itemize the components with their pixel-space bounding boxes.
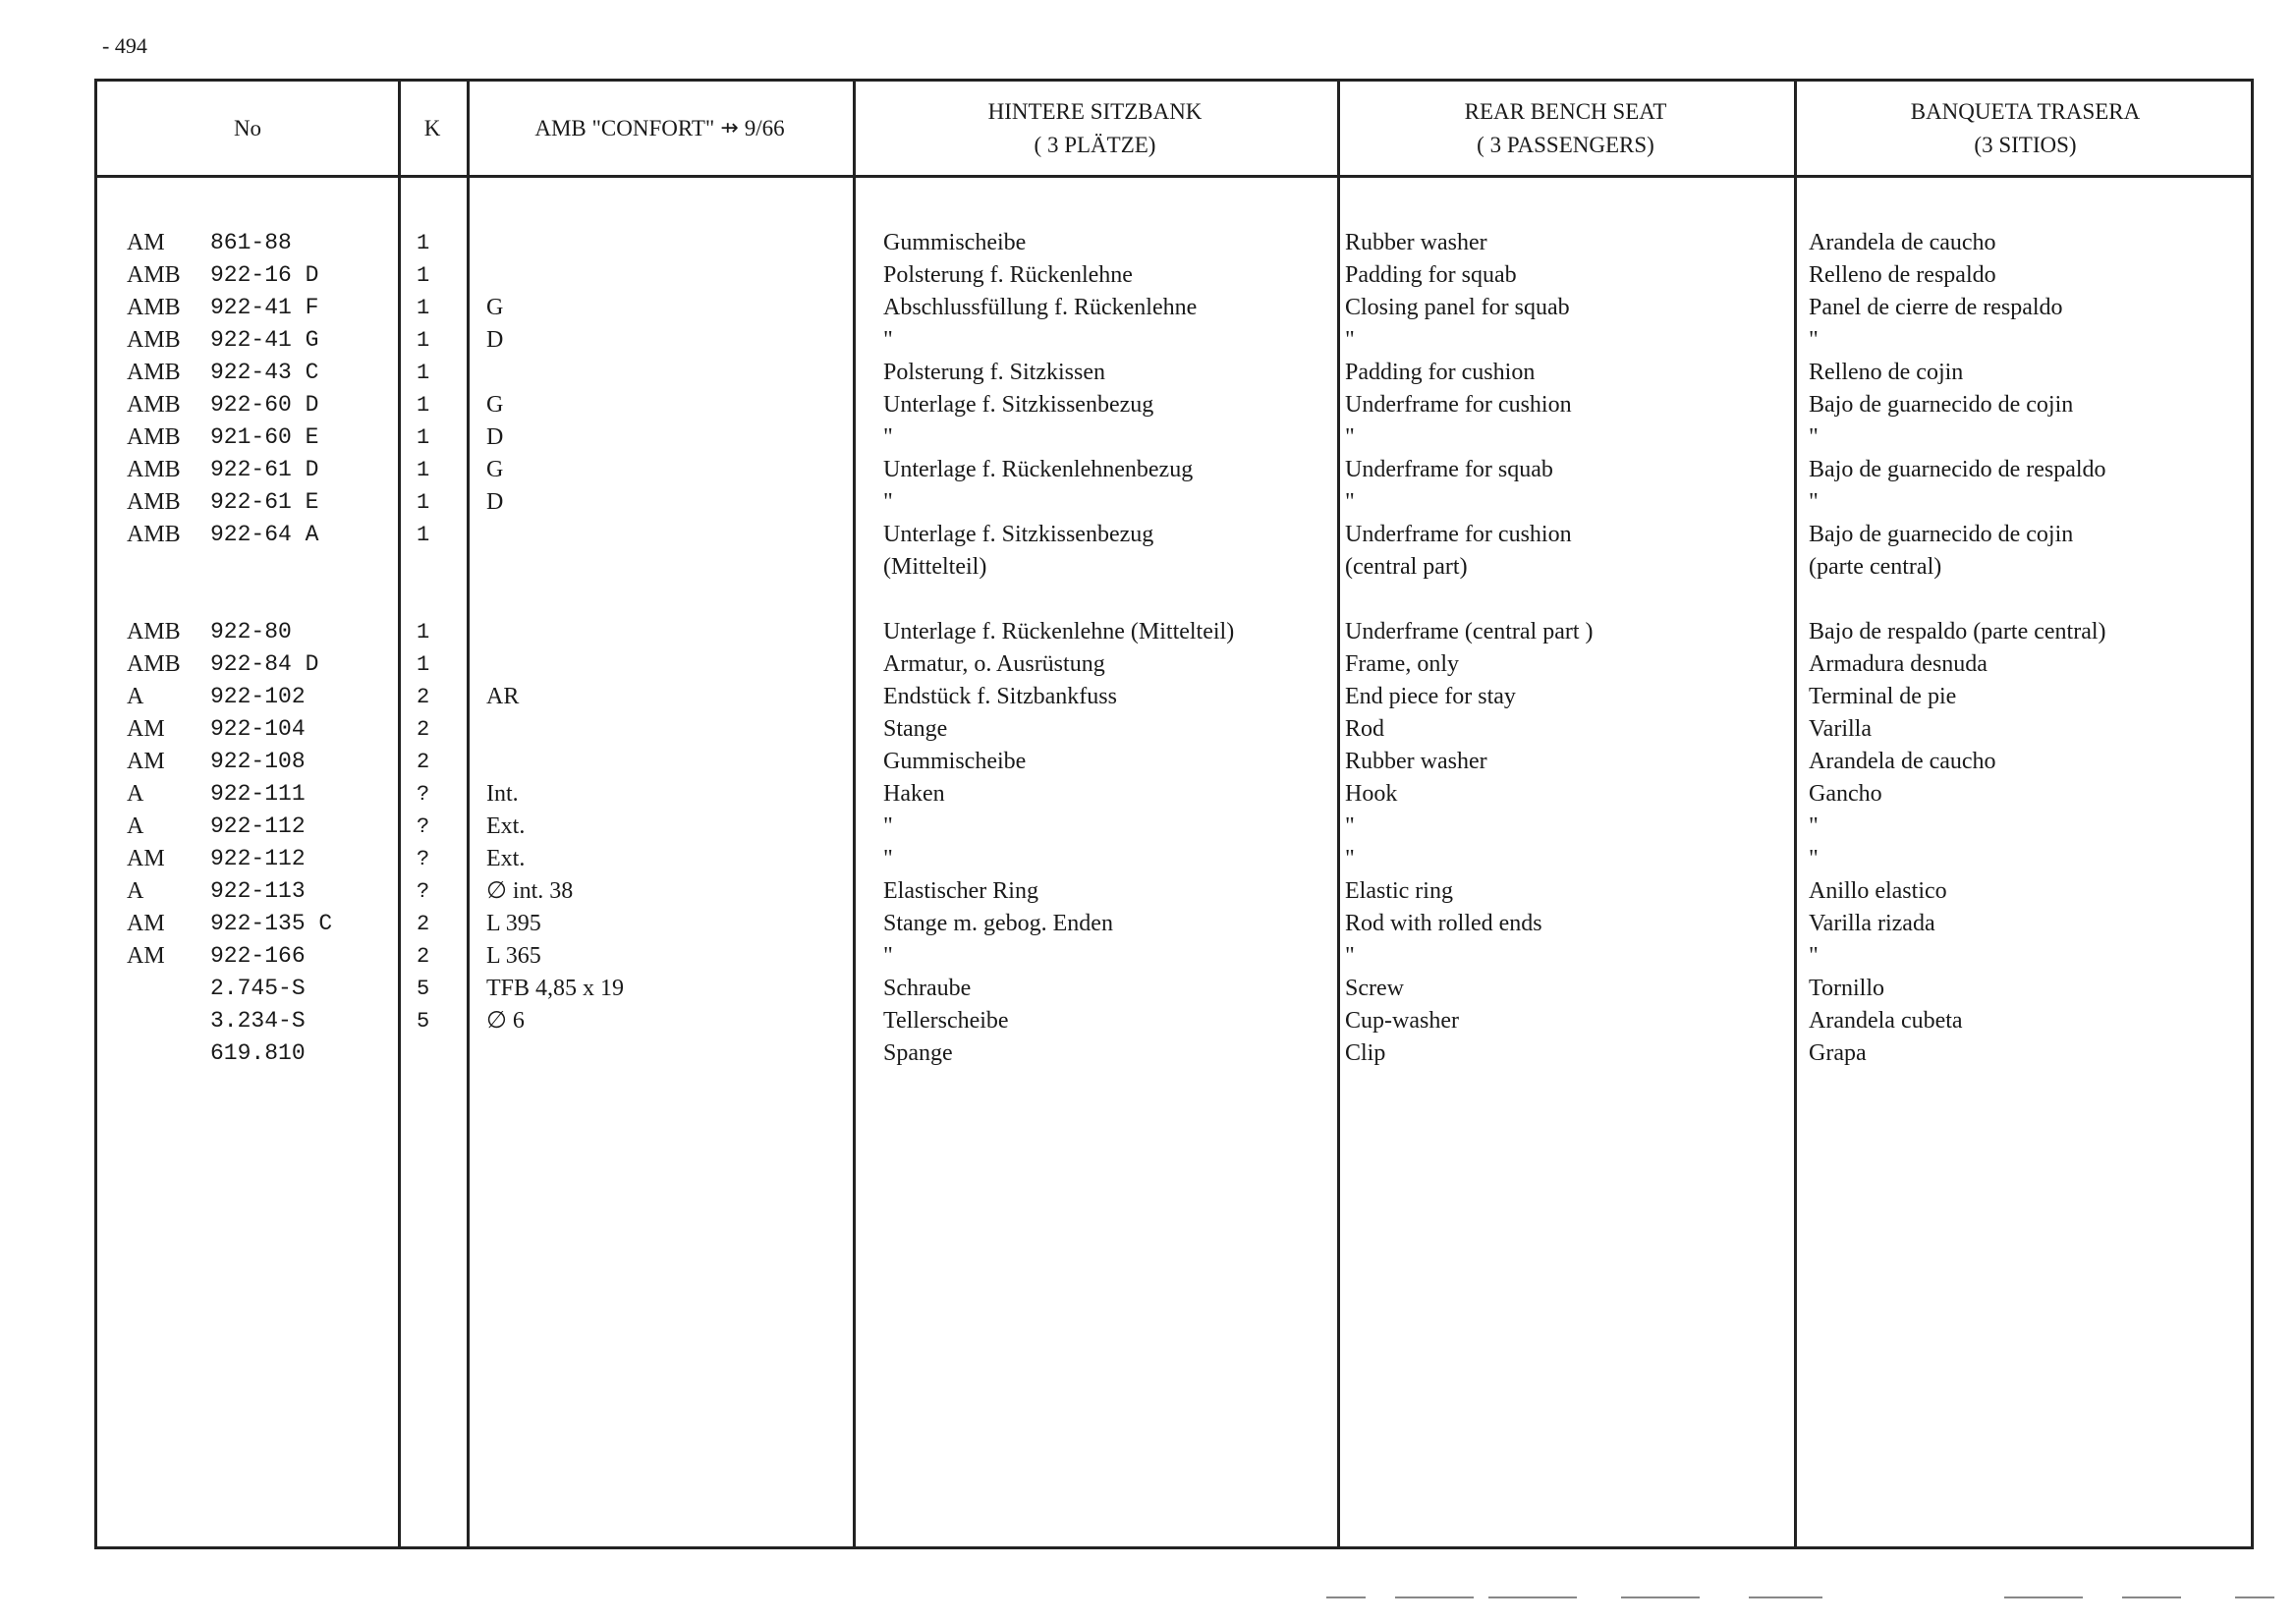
- arrow-icon: ⇸: [720, 115, 739, 140]
- table-row: [97, 389, 2251, 421]
- english-description-cell: ": [1345, 327, 1355, 353]
- spanish-description-cell: ": [1809, 327, 1819, 353]
- header-no-label: No: [233, 115, 262, 140]
- prefix-cell: A: [127, 684, 144, 709]
- quantity-cell: ?: [417, 814, 430, 839]
- part-number-cell: 921-60 E: [210, 424, 319, 450]
- part-number-cell: 2.745-S: [210, 976, 306, 1001]
- scan-artifact: [1488, 1596, 1577, 1598]
- prefix-cell: A: [127, 781, 144, 807]
- part-number-cell: 922-61 E: [210, 489, 319, 515]
- table-row: [97, 227, 2251, 259]
- prefix-cell: AMB: [127, 392, 181, 418]
- spanish-description-cell: (parte central): [1809, 554, 1942, 580]
- spanish-description-cell: Arandela cubeta: [1809, 1008, 1963, 1034]
- english-description-cell: Rubber washer: [1345, 230, 1487, 255]
- part-number-cell: 619.810: [210, 1040, 306, 1066]
- quantity-cell: 1: [417, 425, 430, 450]
- header-english-title: REAR BENCH SEAT: [1464, 98, 1667, 124]
- amb-confort-cell: AR: [486, 684, 520, 709]
- spanish-description-cell: ": [1809, 424, 1819, 450]
- quantity-cell: 5: [417, 977, 430, 1001]
- german-description-cell: Gummischeibe: [883, 749, 1027, 774]
- amb-confort-cell: G: [486, 392, 504, 418]
- header-no: [97, 82, 398, 175]
- spanish-description-cell: Bajo de guarnecido de cojin: [1809, 392, 2074, 418]
- amb-confort-cell: G: [486, 295, 504, 320]
- amb-confort-cell: D: [486, 327, 504, 353]
- table-row: [97, 843, 2251, 875]
- prefix-cell: AM: [127, 230, 165, 255]
- header-amb-confort: [467, 82, 853, 175]
- spanish-description-cell: Bajo de guarnecido de respaldo: [1809, 457, 2106, 482]
- quantity-cell: ?: [417, 847, 430, 871]
- scan-artifact: [2122, 1596, 2181, 1598]
- amb-confort-cell: Ext.: [486, 846, 526, 871]
- table-row: [97, 519, 2251, 551]
- english-description-cell: Underframe (central part ): [1345, 619, 1594, 644]
- quantity-cell: 1: [417, 523, 430, 547]
- english-description-cell: End piece for stay: [1345, 684, 1516, 709]
- spanish-description-cell: Gancho: [1809, 781, 1882, 807]
- german-description-cell: Unterlage f. Sitzkissenbezug: [883, 522, 1154, 547]
- prefix-cell: AMB: [127, 262, 181, 288]
- amb-confort-cell: D: [486, 489, 504, 515]
- prefix-cell: AM: [127, 846, 165, 871]
- header-spanish-title: BANQUETA TRASERA: [1910, 98, 2141, 124]
- quantity-cell: 1: [417, 361, 430, 385]
- amb-confort-cell: L 365: [486, 943, 541, 969]
- spanish-description-cell: Varilla rizada: [1809, 911, 1935, 936]
- scan-artifact: [1621, 1596, 1700, 1598]
- german-description-cell: Abschlussfüllung f. Rückenlehne: [883, 295, 1198, 320]
- spanish-description-cell: Relleno de respaldo: [1809, 262, 1996, 288]
- table-row: [97, 908, 2251, 940]
- part-number-cell: 922-102: [210, 684, 306, 709]
- prefix-cell: AMB: [127, 489, 181, 515]
- amb-confort-cell: TFB 4,85 x 19: [486, 976, 625, 1001]
- german-description-cell: Unterlage f. Rückenlehnenbezug: [883, 457, 1194, 482]
- amb-confort-cell: L 395: [486, 911, 541, 936]
- english-description-cell: Rod with rolled ends: [1345, 911, 1542, 936]
- table-row: [97, 1005, 2251, 1037]
- spanish-description-cell: ": [1809, 813, 1819, 839]
- german-description-cell: Stange: [883, 716, 948, 742]
- german-description-cell: ": [883, 489, 893, 515]
- english-description-cell: Frame, only: [1345, 651, 1459, 677]
- german-description-cell: (Mittelteil): [883, 554, 987, 580]
- part-number-cell: 922-41 F: [210, 295, 319, 320]
- english-description-cell: (central part): [1345, 554, 1468, 580]
- quantity-cell: ?: [417, 782, 430, 807]
- part-number-cell: 922-84 D: [210, 651, 319, 677]
- spanish-description-cell: ": [1809, 943, 1819, 969]
- quantity-cell: 1: [417, 393, 430, 418]
- scan-artifact: [1749, 1596, 1822, 1598]
- table-row: [97, 973, 2251, 1005]
- header-amb-confort-date: 9/66: [744, 115, 785, 140]
- german-description-cell: Armatur, o. Ausrüstung: [883, 651, 1105, 677]
- german-description-cell: Schraube: [883, 976, 972, 1001]
- quantity-cell: 1: [417, 296, 430, 320]
- english-description-cell: Screw: [1345, 976, 1404, 1001]
- table-row: [97, 875, 2251, 908]
- english-description-cell: Hook: [1345, 781, 1398, 807]
- prefix-cell: AMB: [127, 295, 181, 320]
- english-description-cell: ": [1345, 813, 1355, 839]
- english-description-cell: Padding for cushion: [1345, 360, 1536, 385]
- quantity-cell: 5: [417, 1009, 430, 1034]
- german-description-cell: ": [883, 327, 893, 353]
- table-row: [97, 292, 2251, 324]
- table-row: [97, 713, 2251, 746]
- header-k-label: K: [423, 115, 441, 140]
- part-number-cell: 922-41 G: [210, 327, 319, 353]
- parts-table: [94, 79, 2254, 1549]
- english-description-cell: Underframe for cushion: [1345, 522, 1572, 547]
- part-number-cell: 922-64 A: [210, 522, 319, 547]
- english-description-cell: Rubber washer: [1345, 749, 1487, 774]
- english-description-cell: ": [1345, 489, 1355, 515]
- part-number-cell: 922-112: [210, 846, 306, 871]
- quantity-cell: 2: [417, 912, 430, 936]
- spanish-description-cell: ": [1809, 489, 1819, 515]
- prefix-cell: AMB: [127, 424, 181, 450]
- german-description-cell: Unterlage f. Rückenlehne (Mittelteil): [883, 619, 1235, 644]
- english-description-cell: Cup-washer: [1345, 1008, 1459, 1034]
- spanish-description-cell: ": [1809, 846, 1819, 871]
- spanish-description-cell: Bajo de respaldo (parte central): [1809, 619, 2106, 644]
- quantity-cell: 2: [417, 750, 430, 774]
- prefix-cell: AMB: [127, 522, 181, 547]
- table-row: [97, 357, 2251, 389]
- spanish-description-cell: Arandela de caucho: [1809, 230, 1996, 255]
- german-description-cell: Spange: [883, 1040, 953, 1066]
- prefix-cell: A: [127, 813, 144, 839]
- prefix-cell: AMB: [127, 457, 181, 482]
- part-number-cell: 922-112: [210, 813, 306, 839]
- quantity-cell: 2: [417, 944, 430, 969]
- prefix-cell: AM: [127, 943, 165, 969]
- table-row: [97, 324, 2251, 357]
- header-spanish: [1794, 82, 2257, 175]
- table-row: [97, 811, 2251, 843]
- table-row: [97, 259, 2251, 292]
- german-description-cell: Elastischer Ring: [883, 878, 1038, 904]
- english-description-cell: Underframe for cushion: [1345, 392, 1572, 418]
- quantity-cell: 2: [417, 685, 430, 709]
- spanish-description-cell: Arandela de caucho: [1809, 749, 1996, 774]
- german-description-cell: Unterlage f. Sitzkissenbezug: [883, 392, 1154, 418]
- german-description-cell: ": [883, 943, 893, 969]
- quantity-cell: ?: [417, 879, 430, 904]
- part-number-cell: 861-88: [210, 230, 292, 255]
- prefix-cell: AMB: [127, 651, 181, 677]
- scan-artifact: [1326, 1596, 1366, 1598]
- german-description-cell: Tellerscheibe: [883, 1008, 1009, 1034]
- quantity-cell: 1: [417, 620, 430, 644]
- table-row: [97, 681, 2251, 713]
- table-row: [97, 486, 2251, 519]
- table-row: [97, 616, 2251, 648]
- header-divider: [97, 175, 2251, 178]
- part-number-cell: 922-60 D: [210, 392, 319, 418]
- english-description-cell: Closing panel for squab: [1345, 295, 1570, 320]
- page-number: - 494: [102, 33, 147, 58]
- part-number-cell: 922-108: [210, 749, 306, 774]
- header-amb-confort-label: AMB "CONFORT": [534, 115, 715, 140]
- english-description-cell: Underframe for squab: [1345, 457, 1553, 482]
- part-number-cell: 922-43 C: [210, 360, 319, 385]
- amb-confort-cell: Ext.: [486, 813, 526, 839]
- german-description-cell: ": [883, 846, 893, 871]
- quantity-cell: 1: [417, 490, 430, 515]
- part-number-cell: 922-111: [210, 781, 306, 807]
- quantity-cell: 2: [417, 717, 430, 742]
- scan-artifact: [2235, 1596, 2274, 1598]
- spanish-description-cell: Armadura desnuda: [1809, 651, 1988, 677]
- spanish-description-cell: Bajo de guarnecido de cojin: [1809, 522, 2074, 547]
- scan-artifact: [2004, 1596, 2083, 1598]
- english-description-cell: ": [1345, 846, 1355, 871]
- english-description-cell: Rod: [1345, 716, 1385, 742]
- header-german-subtitle: ( 3 PLÄTZE): [1034, 132, 1156, 157]
- amb-confort-cell: Int.: [486, 781, 519, 807]
- prefix-cell: AMB: [127, 619, 181, 644]
- amb-confort-cell: G: [486, 457, 504, 482]
- header-german-title: HINTERE SITZBANK: [987, 98, 1203, 124]
- table-row: [97, 421, 2251, 454]
- table-row: [97, 778, 2251, 811]
- header-english-subtitle: ( 3 PASSENGERS): [1477, 132, 1654, 157]
- amb-confort-cell: D: [486, 424, 504, 450]
- part-number-cell: 922-113: [210, 878, 306, 904]
- spanish-description-cell: Varilla: [1809, 716, 1872, 742]
- prefix-cell: AMB: [127, 360, 181, 385]
- spanish-description-cell: Terminal de pie: [1809, 684, 1957, 709]
- prefix-cell: AM: [127, 911, 165, 936]
- quantity-cell: 1: [417, 231, 430, 255]
- part-number-cell: 3.234-S: [210, 1008, 306, 1034]
- table-row: [97, 551, 2251, 584]
- header-spanish-subtitle: (3 SITIOS): [1974, 132, 2077, 157]
- german-description-cell: Stange m. gebog. Enden: [883, 911, 1113, 936]
- scan-artifact: [1395, 1596, 1474, 1598]
- english-description-cell: ": [1345, 424, 1355, 450]
- amb-confort-cell: ∅ int. 38: [486, 878, 574, 904]
- header-german: [853, 82, 1337, 175]
- quantity-cell: 1: [417, 263, 430, 288]
- prefix-cell: AM: [127, 716, 165, 742]
- table-row: [97, 1037, 2251, 1070]
- english-description-cell: Padding for squab: [1345, 262, 1517, 288]
- header-english: [1337, 82, 1794, 175]
- english-description-cell: Clip: [1345, 1040, 1386, 1066]
- spanish-description-cell: Grapa: [1809, 1040, 1867, 1066]
- spanish-description-cell: Anillo elastico: [1809, 878, 1947, 904]
- german-description-cell: ": [883, 813, 893, 839]
- spanish-description-cell: Tornillo: [1809, 976, 1884, 1001]
- german-description-cell: Polsterung f. Rückenlehne: [883, 262, 1133, 288]
- german-description-cell: Endstück f. Sitzbankfuss: [883, 684, 1117, 709]
- quantity-cell: 1: [417, 458, 430, 482]
- table-row: [97, 454, 2251, 486]
- amb-confort-cell: ∅ 6: [486, 1008, 525, 1034]
- part-number-cell: 922-135 C: [210, 911, 333, 936]
- quantity-cell: 1: [417, 328, 430, 353]
- german-description-cell: ": [883, 424, 893, 450]
- spanish-description-cell: Relleno de cojin: [1809, 360, 1964, 385]
- part-number-cell: 922-166: [210, 943, 306, 969]
- english-description-cell: ": [1345, 943, 1355, 969]
- spanish-description-cell: Panel de cierre de respaldo: [1809, 295, 2063, 320]
- prefix-cell: A: [127, 878, 144, 904]
- table-row: [97, 940, 2251, 973]
- part-number-cell: 922-16 D: [210, 262, 319, 288]
- part-number-cell: 922-80: [210, 619, 292, 644]
- prefix-cell: AMB: [127, 327, 181, 353]
- part-number-cell: 922-61 D: [210, 457, 319, 482]
- english-description-cell: Elastic ring: [1345, 878, 1453, 904]
- header-k: [398, 82, 467, 175]
- table-row: [97, 584, 2251, 616]
- table-row: [97, 648, 2251, 681]
- prefix-cell: AM: [127, 749, 165, 774]
- table-row: [97, 746, 2251, 778]
- part-number-cell: 922-104: [210, 716, 306, 742]
- german-description-cell: Haken: [883, 781, 945, 807]
- german-description-cell: Polsterung f. Sitzkissen: [883, 360, 1105, 385]
- quantity-cell: 1: [417, 652, 430, 677]
- german-description-cell: Gummischeibe: [883, 230, 1027, 255]
